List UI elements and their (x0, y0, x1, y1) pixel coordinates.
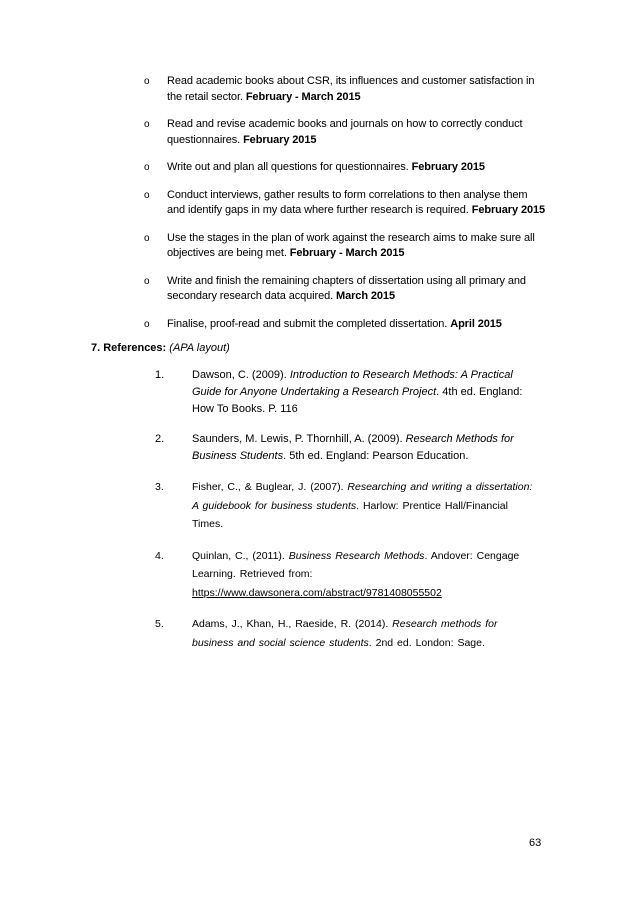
task-text: Use the stages in the plan of work against the research aims to make sure all objectives are being met. (167, 231, 535, 259)
list-item (0, 74, 547, 105)
task-date: March 2015 (336, 290, 395, 302)
references-note: (APA layout) (169, 342, 230, 354)
bullet-marker: o (144, 275, 150, 287)
task-date: February 2015 (471, 204, 546, 216)
reference-authors: Quinlan, C., (2011). (192, 549, 289, 562)
task-bullet-list (0, 74, 638, 344)
reference-item (0, 478, 542, 534)
task-text: Read academic books about CSR, its influences and customer satisfaction in the retail sector. (167, 75, 535, 103)
list-item (0, 160, 547, 176)
list-item (0, 231, 547, 262)
reference-number: 2. (155, 433, 165, 445)
reference-number: 3. (155, 481, 164, 493)
reference-item (0, 431, 542, 465)
reference-number: 4. (155, 549, 164, 562)
reference-details: . Harlow: Prentice Hall/Financial Times. (192, 499, 508, 530)
list-item (0, 117, 547, 148)
task-text: Write out and plan all questions for questionnaires. (167, 161, 412, 173)
reference-link[interactable]: https://www.dawsonera.com/abstract/9781408055502 (192, 586, 442, 599)
bullet-marker: o (144, 162, 150, 173)
reference-number: 5. (155, 618, 164, 630)
references-title: 7. References: (91, 342, 167, 354)
references-list (0, 367, 638, 665)
bullet-marker: o (144, 318, 150, 330)
reference-authors: Fisher, C., & Buglear, J. (2007). (192, 481, 348, 493)
reference-authors: Dawson, C. (2009). (192, 369, 290, 381)
reference-item (0, 547, 542, 603)
task-text: Conduct interviews, gather results to form correlations to then analyse them and identify gaps in my data where further research is required. (167, 188, 528, 216)
task-date: February - March 2015 (245, 90, 361, 103)
reference-details: . 5th ed. England: Pearson Education. (283, 450, 469, 462)
list-item (0, 317, 547, 333)
reference-details: . 2nd ed. London: Sage. (368, 636, 485, 649)
bullet-marker: o (144, 189, 150, 201)
reference-item (0, 367, 542, 418)
reference-details: . 4th ed. England: How To Books. P. 116 (192, 386, 523, 415)
reference-item (0, 615, 542, 652)
reference-title: Researching and writing a dissertation: A guidebook for business students (192, 481, 533, 512)
task-date: February 2015 (243, 133, 317, 146)
reference-number: 1. (155, 369, 165, 381)
reference-title: Introduction to Research Methods: A Practical Guide for Anyone Undertaking a Research Project (192, 369, 513, 398)
task-text: Finalise, proof-read and submit the completed dissertation. (167, 317, 451, 330)
task-text: Read and revise academic books and journals on how to correctly conduct questionnaires. (167, 118, 523, 146)
reference-title: Research Methods for Business Students (192, 433, 514, 462)
list-item (0, 188, 547, 219)
bullet-marker: o (144, 119, 150, 130)
task-date: April 2015 (450, 317, 502, 330)
page-number: 63 (529, 837, 542, 849)
task-date: February 2015 (411, 161, 485, 173)
bullet-marker: o (144, 232, 150, 244)
reference-authors: Adams, J., Khan, H., Raeside, R. (2014). (192, 618, 393, 630)
reference-title: Business Research Methods (288, 549, 425, 562)
reference-authors: Saunders, M. Lewis, P. Thornhill, A. (2009). (192, 433, 406, 445)
references-heading (91, 341, 230, 356)
reference-title: Research methods for business and social science students (192, 618, 498, 649)
task-date: February - March 2015 (289, 247, 405, 259)
list-item (0, 274, 547, 305)
bullet-marker: o (144, 76, 150, 87)
reference-details: . Andover: Cengage Learning. Retrieved from: (192, 549, 520, 580)
task-text: Write and finish the remaining chapters of dissertation using all primary and secondary research data acquired. (167, 274, 526, 302)
